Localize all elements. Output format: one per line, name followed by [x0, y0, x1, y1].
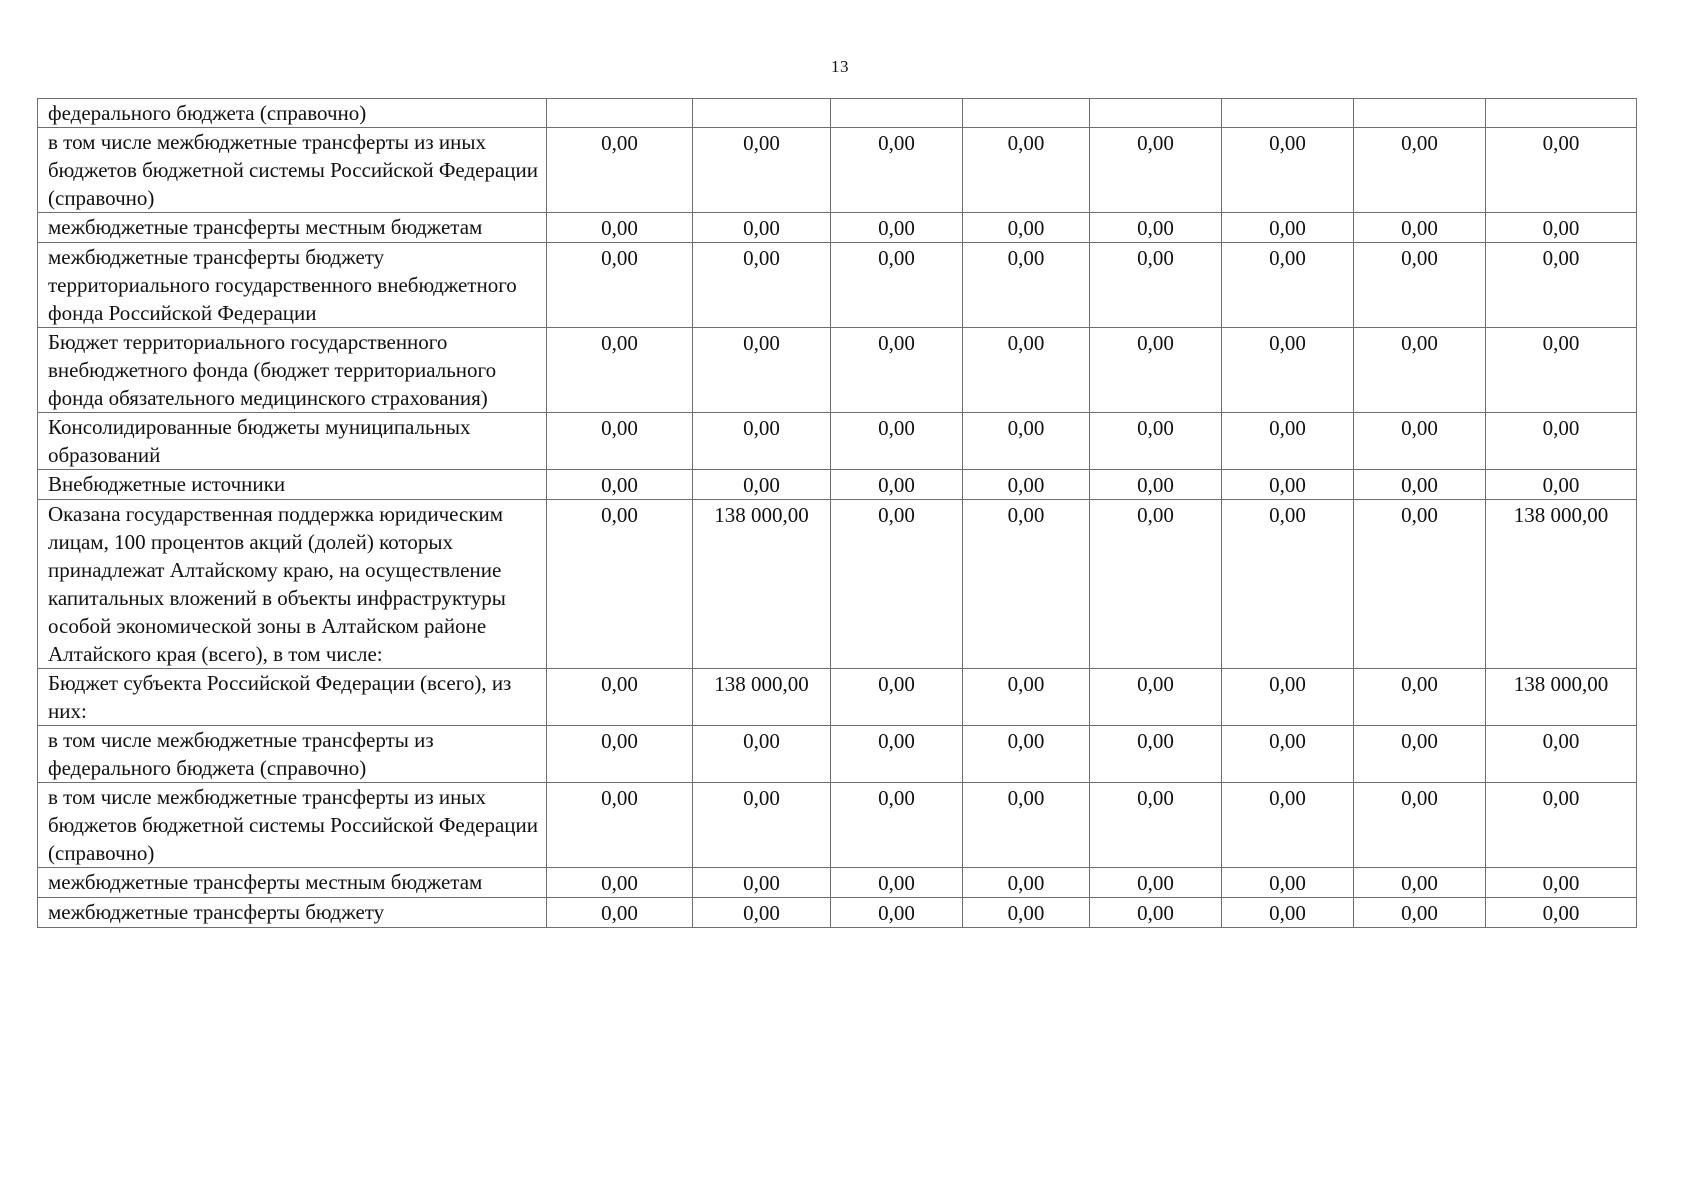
value-cell: 0,00: [1090, 500, 1222, 669]
value-cell: 0,00: [1486, 470, 1637, 500]
value-cell: 0,00: [1354, 128, 1486, 213]
value-cell: 0,00: [693, 470, 831, 500]
value-cell: 0,00: [547, 470, 693, 500]
value-cell: 0,00: [1354, 669, 1486, 726]
table-row: [38, 128, 1637, 213]
value-cell: 0,00: [693, 413, 831, 470]
value-cell: 0,00: [1090, 898, 1222, 928]
value-cell: 0,00: [547, 328, 693, 413]
value-cell: 0,00: [831, 500, 963, 669]
value-cell: 0,00: [547, 500, 693, 669]
table-body: [38, 99, 1637, 928]
value-cell: 0,00: [963, 413, 1090, 470]
value-cell: 0,00: [1486, 726, 1637, 783]
row-label: Консолидированные бюджеты муниципальных образований: [38, 413, 547, 470]
value-cell: 0,00: [693, 213, 831, 243]
value-cell: 0,00: [963, 500, 1090, 669]
value-cell: 0,00: [693, 128, 831, 213]
value-cell: 0,00: [831, 328, 963, 413]
value-cell: 0,00: [963, 328, 1090, 413]
value-cell: 0,00: [963, 868, 1090, 898]
value-cell: 0,00: [1354, 470, 1486, 500]
value-cell: 0,00: [1222, 243, 1354, 328]
value-cell: 0,00: [831, 413, 963, 470]
value-cell: 0,00: [1222, 470, 1354, 500]
value-cell: 0,00: [1090, 213, 1222, 243]
value-cell: [547, 99, 693, 128]
value-cell: 0,00: [1486, 328, 1637, 413]
value-cell: 0,00: [547, 128, 693, 213]
value-cell: [1354, 99, 1486, 128]
value-cell: 0,00: [1354, 783, 1486, 868]
value-cell: 138 000,00: [1486, 669, 1637, 726]
value-cell: 0,00: [1222, 898, 1354, 928]
table-row: [38, 726, 1637, 783]
row-label: в том числе межбюджетные трансферты из федерального бюджета (справочно): [38, 726, 547, 783]
table-row: [38, 99, 1637, 128]
value-cell: 0,00: [547, 413, 693, 470]
value-cell: 0,00: [831, 783, 963, 868]
value-cell: 0,00: [1222, 213, 1354, 243]
value-cell: 0,00: [1354, 726, 1486, 783]
value-cell: 0,00: [547, 669, 693, 726]
row-label: федерального бюджета (справочно): [38, 99, 547, 128]
value-cell: 0,00: [963, 470, 1090, 500]
value-cell: 0,00: [693, 868, 831, 898]
value-cell: 138 000,00: [1486, 500, 1637, 669]
value-cell: 0,00: [1222, 500, 1354, 669]
table-row: [38, 783, 1637, 868]
value-cell: 0,00: [1222, 328, 1354, 413]
table-row: [38, 413, 1637, 470]
row-label: Оказана государственная поддержка юридическим лицам, 100 процентов акций (долей) которых принадлежат Алтайскому краю, на осуществление капитальных вложений в объекты инфраструктуры особой экономической зоны в Алтайском районе Алтайского края (всего), в том числе:: [38, 500, 547, 669]
row-label: Внебюджетные источники: [38, 470, 547, 500]
value-cell: 0,00: [963, 898, 1090, 928]
value-cell: 138 000,00: [693, 669, 831, 726]
value-cell: 138 000,00: [693, 500, 831, 669]
value-cell: 0,00: [1090, 128, 1222, 213]
value-cell: 0,00: [1486, 783, 1637, 868]
row-label: в том числе межбюджетные трансферты из иных бюджетов бюджетной системы Российской Федерации (справочно): [38, 783, 547, 868]
value-cell: 0,00: [547, 243, 693, 328]
value-cell: 0,00: [1090, 868, 1222, 898]
value-cell: 0,00: [1354, 413, 1486, 470]
value-cell: 0,00: [1486, 868, 1637, 898]
value-cell: [831, 99, 963, 128]
row-label: межбюджетные трансферты местным бюджетам: [38, 213, 547, 243]
value-cell: 0,00: [831, 669, 963, 726]
row-label: в том числе межбюджетные трансферты из иных бюджетов бюджетной системы Российской Федерации (справочно): [38, 128, 547, 213]
table-row: [38, 328, 1637, 413]
value-cell: 0,00: [1486, 213, 1637, 243]
value-cell: 0,00: [547, 726, 693, 783]
value-cell: 0,00: [1090, 669, 1222, 726]
row-label: межбюджетные трансферты бюджету территориального государственного внебюджетного фонда Российской Федерации: [38, 243, 547, 328]
value-cell: 0,00: [963, 726, 1090, 783]
table-row: [38, 213, 1637, 243]
value-cell: 0,00: [963, 213, 1090, 243]
value-cell: 0,00: [831, 868, 963, 898]
value-cell: 0,00: [693, 328, 831, 413]
value-cell: 0,00: [1354, 243, 1486, 328]
value-cell: [1222, 99, 1354, 128]
value-cell: 0,00: [831, 243, 963, 328]
value-cell: 0,00: [547, 868, 693, 898]
table-row: [38, 500, 1637, 669]
value-cell: 0,00: [1090, 243, 1222, 328]
value-cell: 0,00: [1222, 413, 1354, 470]
value-cell: 0,00: [1354, 213, 1486, 243]
value-cell: 0,00: [1090, 726, 1222, 783]
value-cell: 0,00: [831, 726, 963, 783]
value-cell: [1090, 99, 1222, 128]
value-cell: 0,00: [693, 243, 831, 328]
value-cell: 0,00: [1090, 783, 1222, 868]
table-row: [38, 470, 1637, 500]
value-cell: 0,00: [1222, 783, 1354, 868]
value-cell: 0,00: [1222, 868, 1354, 898]
value-cell: 0,00: [1222, 669, 1354, 726]
table-row: [38, 243, 1637, 328]
table-row: [38, 669, 1637, 726]
table-row: [38, 898, 1637, 928]
row-label: Бюджет территориального государственного внебюджетного фонда (бюджет территориального фонда обязательного медицинского страхования): [38, 328, 547, 413]
value-cell: [693, 99, 831, 128]
value-cell: 0,00: [1090, 328, 1222, 413]
budget-table: [37, 98, 1637, 928]
value-cell: 0,00: [963, 243, 1090, 328]
value-cell: 0,00: [547, 898, 693, 928]
value-cell: 0,00: [693, 783, 831, 868]
value-cell: 0,00: [1222, 726, 1354, 783]
value-cell: 0,00: [831, 470, 963, 500]
value-cell: 0,00: [1354, 898, 1486, 928]
value-cell: 0,00: [963, 128, 1090, 213]
value-cell: 0,00: [693, 726, 831, 783]
value-cell: 0,00: [1486, 898, 1637, 928]
value-cell: 0,00: [963, 783, 1090, 868]
value-cell: 0,00: [1486, 413, 1637, 470]
value-cell: 0,00: [1486, 243, 1637, 328]
value-cell: 0,00: [1486, 128, 1637, 213]
value-cell: 0,00: [963, 669, 1090, 726]
row-label: межбюджетные трансферты местным бюджетам: [38, 868, 547, 898]
value-cell: 0,00: [1090, 470, 1222, 500]
value-cell: 0,00: [547, 783, 693, 868]
value-cell: 0,00: [1354, 328, 1486, 413]
value-cell: [1486, 99, 1637, 128]
value-cell: 0,00: [547, 213, 693, 243]
table-row: [38, 868, 1637, 898]
row-label: Бюджет субъекта Российской Федерации (всего), из них:: [38, 669, 547, 726]
page-number: 13: [831, 57, 849, 76]
row-label: межбюджетные трансферты бюджету: [38, 898, 547, 928]
value-cell: 0,00: [831, 898, 963, 928]
value-cell: 0,00: [693, 898, 831, 928]
value-cell: [963, 99, 1090, 128]
value-cell: 0,00: [1354, 500, 1486, 669]
value-cell: 0,00: [1222, 128, 1354, 213]
value-cell: 0,00: [1090, 413, 1222, 470]
value-cell: 0,00: [1354, 868, 1486, 898]
value-cell: 0,00: [831, 128, 963, 213]
value-cell: 0,00: [831, 213, 963, 243]
